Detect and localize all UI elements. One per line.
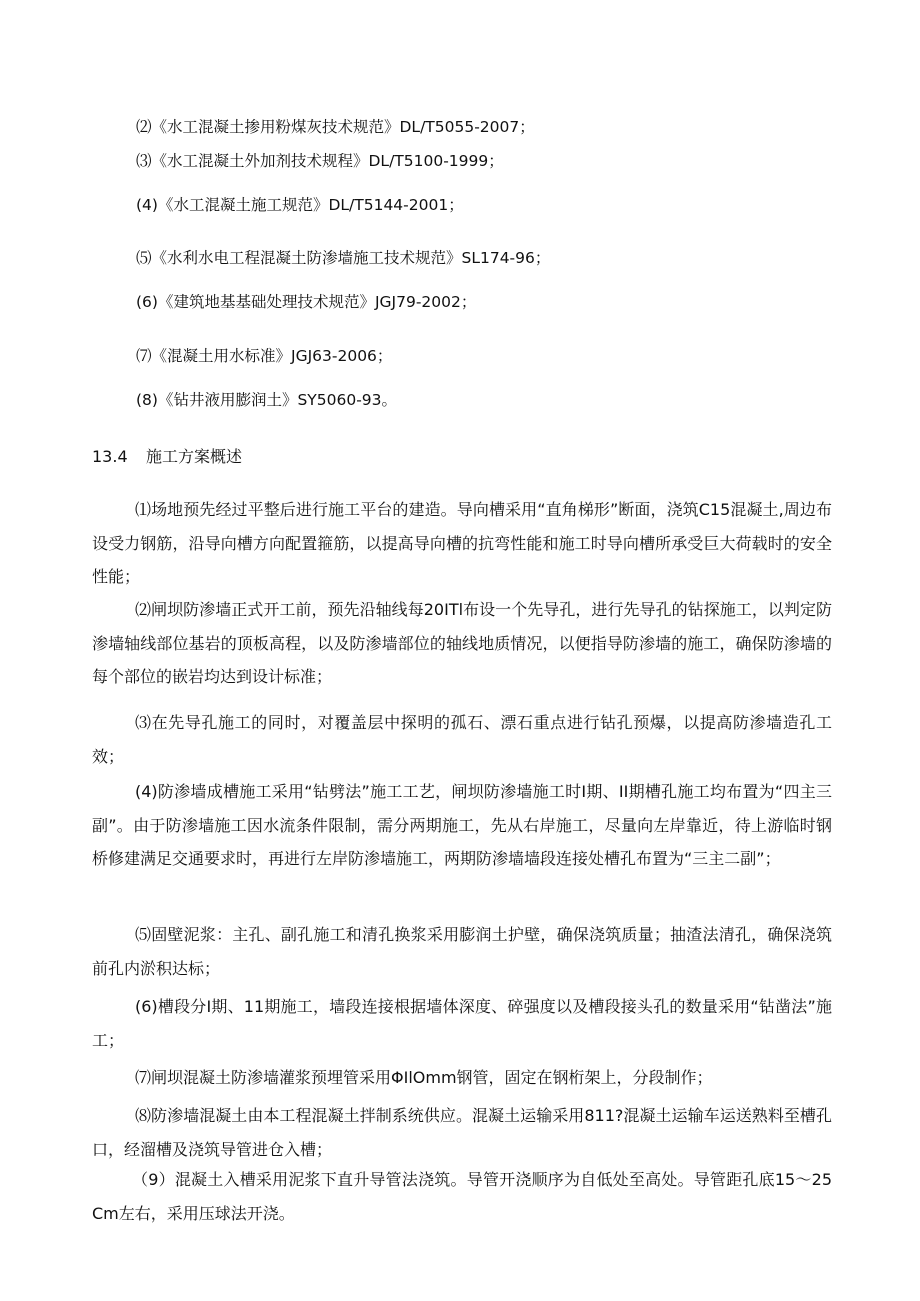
reference-item: ⑶《水工混凝土外加剂技术规程》DL/T5100-1999； [136, 152, 504, 170]
reference-item: ⑸《水利水电工程混凝土防渗墙施工技术规范》SL174-96； [136, 249, 551, 267]
section-heading [92, 445, 242, 469]
reference-item: ⑵《水工混凝土掺用粉煤灰技术规范》DL/T5055-2007； [136, 118, 535, 136]
body-paragraph: (4)防渗墙成槽施工采用“钻劈法”施工工艺，闸坝防渗墙施工时I期、II期槽孔施工均布置为“四主三副”。由于防渗墙施工因水流条件限制，需分两期施工，先从右岸施工，尽量向左岸靠近，待上游临时钢桥修建满足交通要求时，再进行左岸防渗墙施工，两期防渗墙墙段连接处槽孔布置为“三主二副”； [92, 782, 832, 868]
body-paragraph: (6)槽段分I期、11期施工，墙段连接根据墙体深度、碎强度以及槽段接头孔的数量采用“钻凿法”施工； [92, 997, 832, 1050]
reference-item: (8)《钻井液用膨润土》SY5060-93。 [136, 391, 398, 409]
reference-item: (4)《水工混凝土施工规范》DL/T5144-2001； [136, 196, 464, 214]
body-paragraph: ⑸固壁泥浆：主孔、副孔施工和清孔换浆采用膨润土护壁，确保浇筑质量；抽渣法清孔，确保浇筑前孔内淤积达标； [92, 925, 832, 978]
body-paragraph: （9）混凝土入槽采用泥浆下直升导管法浇筑。导管开浇顺序为自低处至高处。导管距孔底15～25Cm左右，采用压球法开浇。 [92, 1170, 832, 1223]
reference-item: (6)《建筑地基基础处理技术规范》JGJ79-2002； [136, 293, 477, 311]
body-paragraph: ⑴场地预先经过平整后进行施工平台的建造。导向槽采用“直角梯形”断面，浇筑C15混凝土,周边布设受力钢筋，沿导向槽方向配置箍筋，以提高导向槽的抗弯性能和施工时导向槽所承受巨大荷载时的安全性能； [92, 500, 832, 586]
body-paragraph: ⑻防渗墙混凝土由本工程混凝土拌制系统供应。混凝土运输采用811?混凝土运输车运送熟料至槽孔口，经溜槽及浇筑导管进仓入槽； [92, 1106, 832, 1159]
body-paragraph: ⑶在先导孔施工的同时，对覆盖层中探明的孤石、漂石重点进行钻孔预爆，以提高防渗墙造孔工效； [92, 713, 832, 766]
section-number: 13.4 [92, 447, 128, 466]
section-title: 施工方案概述 [146, 447, 243, 466]
body-paragraph: ⑺闸坝混凝土防渗墙灌浆预埋管采用ΦIlOmm钢管，固定在钢桁架上，分段制作； [135, 1068, 713, 1087]
body-paragraph: ⑵闸坝防渗墙正式开工前，预先沿轴线每20ITl布设一个先导孔，进行先导孔的钻探施工，以判定防渗墙轴线部位基岩的顶板高程，以及防渗墙部位的轴线地质情况，以便指导防渗墙的施工，确保防渗墙的每个部位的嵌岩均达到设计标准； [92, 600, 832, 686]
reference-item: ⑺《混凝土用水标准》JGJ63-2006； [136, 347, 393, 365]
